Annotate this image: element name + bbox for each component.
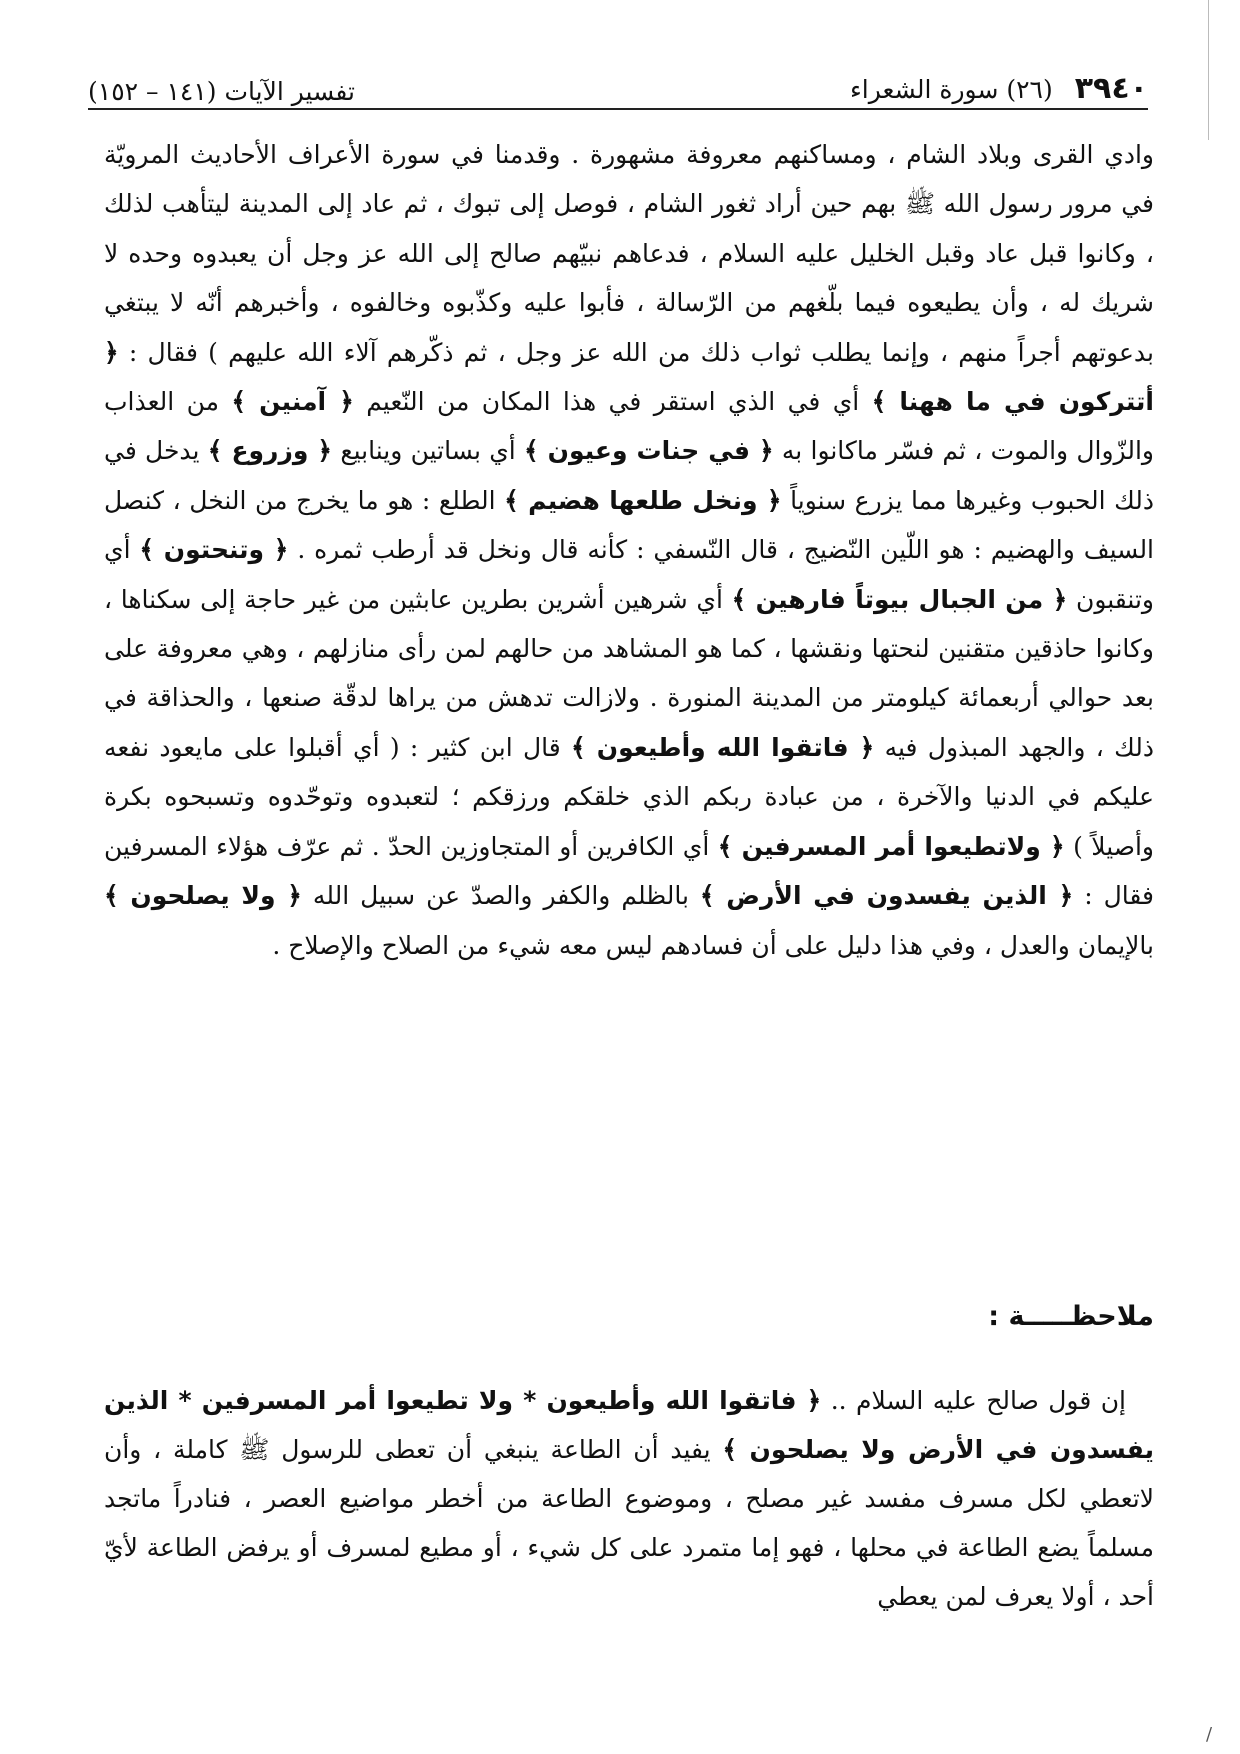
body-text-run: أي الكافرين أو المتجاوزين الحدّ . ثم عرّف هؤلاء المسرفين فقال : [104, 831, 1154, 911]
page-number: ٣٩٤٠ [1074, 71, 1148, 106]
quran-quote: ﴿ في جنات وعيون ﴾ [524, 436, 774, 466]
quran-quote: ﴿ وتنحتون ﴾ [139, 535, 289, 565]
note-text-run: يفيد أن الطاعة ينبغي أن تعطى للرسول ﷺ كاملة ، وأن لاتعطي لكل مسرف مفسد غير مصلح ، وموضوع الطاعة من أخطر مواضيع العصر ، فنادراً ماتجد مسلماً يضع الطاعة في محلها ، فهو إما متمرد على كل شيء ، أو مطيع لمسرف أو يرفض الطاعة لأيّ أحد ، أولا يعرف لمن يعطي [104, 1435, 1154, 1611]
body-text-run: من العذاب والزّوال والموت ، ثم فسّر ماكانوا به [104, 387, 1154, 466]
body-text-run: بالإيمان والعدل ، وفي هذا دليل على أن فسادهم ليس معه شيء من الصلاح والإصلاح . [272, 930, 1154, 960]
note-text-run: إن قول صالح عليه السلام .. [830, 1386, 1127, 1415]
body-text-run: أي وتنقبون [104, 535, 1155, 614]
quran-quote: ﴿ من الجبال بيوتاً فارهين ﴾ [731, 584, 1068, 614]
header-rule [88, 108, 1148, 110]
body-text-run: أي شرهين أشرين بطرين عابثين من غير حاجة إلى سكناها ، وكانوا حاذقين متقنين لنحتها ونقشها ، كما هو المشاهد من حالهم لمن رأى منازلهم ، وهي معروفة على بعد حوالي أربعمائة كيلومتر من المدينة المنورة . ولازالت تدهش من يراها لدقّة صنعها ، والحذاقة في ذلك ، والجهد المبذول فيه [104, 584, 1154, 762]
quran-quote: ﴿ ولا يصلحون ﴾ [104, 881, 302, 911]
quran-quote: ﴿ الذين يفسدون في الأرض ﴾ [699, 881, 1074, 911]
surah-title: (٢٦) سورة الشعراء [850, 75, 1053, 104]
quran-quote: ﴿ ولاتطيعوا أمر المسرفين ﴾ [717, 831, 1065, 861]
header-right-group [850, 71, 1148, 106]
note-body [104, 1376, 1154, 1621]
body-text-run: قال ابن كثير : ( أي أقبلوا على مايعود نفعه عليكم في الدنيا والآخرة ، من عبادة ربكم الذي خلقكم ورزقكم ؛ لتعبدوه وتوحّدوه وتسبحوه بكرة وأصيلاً ) [104, 732, 1154, 861]
quran-quote: ﴿ ونخل طلعها هضيم ﴾ [504, 485, 782, 515]
body-text-run: أي في الذي استقر في هذا المكان من النّعيم [366, 387, 860, 417]
tafsir-body [104, 130, 1154, 970]
body-text-run: بالظلم والكفر والصدّ عن سبيل الله [312, 881, 689, 911]
scan-edge-line [1208, 0, 1209, 140]
quran-quote: ﴿ وزروع ﴾ [207, 436, 333, 466]
note-heading: ملاحظـــــة : [988, 1301, 1154, 1332]
note-paragraph [104, 1376, 1154, 1621]
quran-quote: ﴿ فاتقوا الله وأطيعون ﴾ [571, 732, 875, 762]
body-text-run: أي بساتين وينابيع [340, 436, 516, 466]
quran-quote: ﴿ آمنين ﴾ [231, 387, 354, 417]
quran-quote: ﴿ أتتركون في ما ههنا ﴾ [104, 337, 1154, 417]
body-text-run: الطلع : هو ما يخرج من النخل ، كنصل السيف والهضيم : هو اللّين النّضيج ، قال النّسفي : كأنه قال ونخل قد أرطب ثمره . [104, 485, 1155, 565]
running-header [88, 60, 1148, 106]
body-text-run: وادي القرى وبلاد الشام ، ومساكنهم معروفة مشهورة . وقدمنا في سورة الأعراف الأحاديث المرويّة في مرور رسول الله ﷺ بهم حين أراد ثغور الشام ، فوصل إلى تبوك ، ثم عاد إلى المدينة ليتأهب لذلك ، وكانوا قبل عاد وقبل الخليل عليه السلام ، فدعاهم نبيّهم صالح إلى الله عز وجل أن يعبدوه وحده لا شريك له ، وأن يطيعوه فيما بلّغهم من الرّسالة ، فأبوا عليه وكذّبوه وخالفوه ، وأخبرهم أنّه لا يبتغي بدعوتهم أجراً منهم ، وإنما يطلب ثواب ذلك من الله عز وجل ، ثم ذكّرهم آلاء الله عليهم ) فقال : [104, 140, 1155, 367]
quran-quote: ﴿ فاتقوا الله وأطيعون * ولا تطيعوا أمر المسرفين * الذين يفسدون في الأرض ولا يصلحون ﴾ [104, 1386, 1154, 1464]
body-text-run: يدخل في ذلك الحبوب وغيرها مما يزرع سنوياً [104, 436, 1154, 515]
scan-corner-mark: / [1206, 1724, 1213, 1745]
body-paragraph [104, 130, 1154, 970]
verse-range-title: تفسير الآيات (١٤١ – ١٥٢) [88, 77, 355, 106]
